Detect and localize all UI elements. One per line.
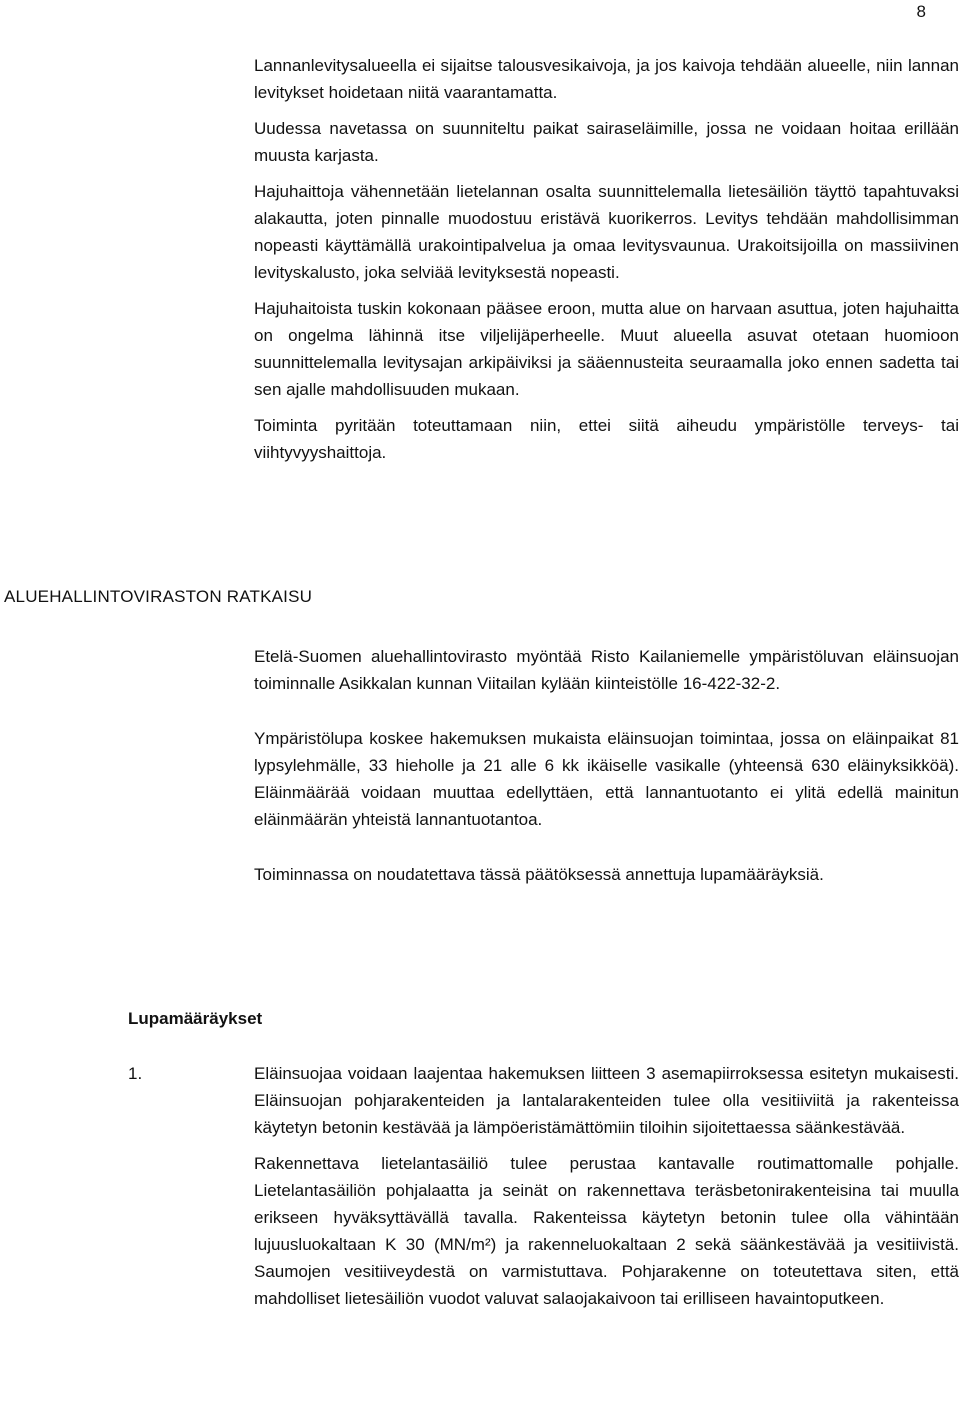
paragraph-no-harm: Toiminta pyritään toteuttamaan niin, ettei siitä aiheudu ympäristölle terveys- tai viihtyvyyshaittoja. [254, 416, 959, 462]
section-heading: ALUEHALLINTOVIRASTON RATKAISU [4, 587, 313, 606]
paragraph-odour-impact: Hajuhaitoista tuskin kokonaan pääsee eroon, mutta alue on harvaan asuttua, joten hajuhaitta on ongelma lähinnä itse viljelijäperheelle. Muut alueella asuvat otetaan huomioon suunnittelemalla levitysajan arkipäiviksi ja sääennusteita seuraamalla joko ennen sadetta tai sen ajalle mahdollisuuden mukaan. [254, 299, 959, 399]
paragraph-no-wells: Lannanlevitysalueella ei sijaitse talousvesikaivoja, ja jos kaivoja tehdään alueelle, niin lannan levitykset hoidetaan niitä vaarantamatta. [254, 56, 959, 102]
top-text-block [254, 52, 959, 466]
paragraph-permit-granted: Etelä-Suomen aluehallintovirasto myöntää Risto Kailaniemelle ympäristöluvan eläinsuojan toiminnalle Asikkalan kunnan Viitailan kylään kiinteistölle 16-422-32-2. [254, 647, 959, 693]
condition-1-block [254, 1060, 959, 1312]
paragraph-sick-animals: Uudessa navetassa on suunniteltu paikat sairaseläimille, jossa ne voidaan hoitaa erillään muusta karjasta. [254, 119, 959, 165]
condition-number: 1. [128, 1064, 143, 1083]
paragraph-follow-regulations: Toiminnassa on noudatettava tässä päätöksessä annettuja lupamääräyksiä. [254, 865, 824, 884]
paragraph-odour-reduction: Hajuhaittoja vähennetään lietelannan osalta suunnittelemalla lietesäiliön täyttö tapahtuvaksi alakautta, joten pinnalle muodostuu eristävä kuorikerros. Levitys tehdään mahdollisimman nopeasti käyttämällä urakointipalvelua ja omaa levitysvaunua. Urakoitsijoilla on massiivinen levityskalusto, joka selviää levityksestä nopeasti. [254, 182, 959, 282]
paragraph-condition-1-slurry-tank: Rakennettava lietelantasäiliö tulee perustaa kantavalle routimattomalle pohjalle. Lietelantasäiliön pohjalaatta ja seinät on rakennettava teräsbetonirakenteisina tai muulla erikseen hyväksyttävällä tavalla. Rakenteissa käytetyn betonin tulee olla vähintään lujuusluokaltaan K 30 (MN/m²) ja rakenneluokaltaan 2 sekä säänkestävää ja vesitiivistä. Saumojen vesitiiveydestä on varmistuttava. Pohjarakenne on toteutettava siten, että mahdolliset lietesäiliön vuodot valuvat salaojakaivoon tai erilliseen havaintoputkeen. [254, 1154, 959, 1308]
decision-text-block [254, 643, 959, 888]
paragraph-permit-scope: Ympäristölupa koskee hakemuksen mukaista eläinsuojan toimintaa, jossa on eläinpaikat 81 lypsylehmälle, 33 hieholle ja 21 alle 6 kk ikäiselle vasikalle (yhteensä 630 eläinyksikköä). Eläinmäärää voidaan muuttaa edellyttäen, että lannantuotanto ei ylitä edellä mainitun eläinmäärän yhteistä lannantuotantoa. [254, 729, 959, 829]
subheading-permit-regulations: Lupamääräykset [128, 1009, 263, 1028]
paragraph-condition-1-structures: Eläinsuojaa voidaan laajentaa hakemuksen liitteen 3 asemapiirroksessa esitetyn mukaisesti. Eläinsuojan pohjarakenteiden ja lantalarakenteiden tulee olla vesitiiviitä ja rakenteissa käytetyn betonin kestävää ja lämpöeristämättömiin tiloihin sijoitettaessa säänkestävää. [254, 1064, 959, 1137]
page-number: 8 [916, 2, 926, 21]
